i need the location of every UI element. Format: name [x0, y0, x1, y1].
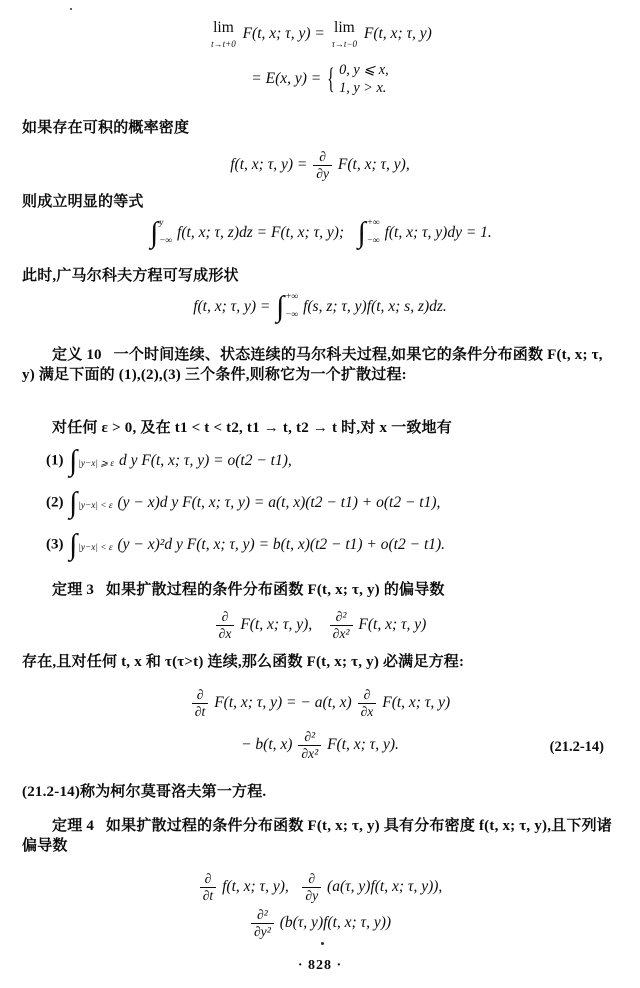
eq1-part-a: F(t, x; τ, y) = [242, 25, 325, 43]
condition-1-body: d y F(t, x; τ, y) = o(t2 − t1), [118, 451, 292, 469]
condition-2-number: (2) [46, 494, 64, 511]
theorem-3 [0, 580, 640, 600]
condition-2-body: (y − x)d y F(t, x; τ, y) = a(t, x)(t2 − t1) + o(t2 − t1), [117, 493, 441, 511]
eq5-lhs: f(t, x; τ, y) = [193, 297, 271, 315]
equation-kolmogorov-first-line2 [0, 730, 640, 762]
equation-kolmogorov-first-line1 [0, 688, 640, 720]
thm3-d2-tail: F(t, x; τ, y) [358, 616, 427, 634]
equation-theorem4-derivatives-line2 [0, 908, 640, 940]
case-1: { 0, y ⩽ x, [339, 62, 389, 78]
definition-10 [0, 345, 640, 386]
integral-sign-1: ∫ y −∞ [150, 217, 173, 249]
partial-x-first: $\frac{\partial}{\partial x}$ [216, 610, 235, 642]
eq3-rhs: F(t, x; τ, y), [337, 156, 410, 174]
paragraph-obvious-identity: 则成立明显的等式 [22, 194, 144, 210]
case-2: 1, y > x. [339, 79, 387, 96]
eq3-lhs: f(t, x; τ, y) = [230, 156, 308, 174]
eq8-part-b: (a(τ, y)f(t, x; τ, y)), [327, 878, 443, 896]
integral-sign-cond3: ∫ |y−x| < ε [69, 529, 113, 561]
equation-theorem4-derivatives-line1 [0, 872, 640, 904]
theorem-4 [0, 816, 640, 857]
equation-density-definition [0, 150, 640, 182]
condition-3-number: (3) [46, 536, 64, 553]
eq2-lhs: = E(x, y) = [251, 70, 322, 88]
partial-derivative-y: $\frac{\partial}{\partial y}$ [313, 150, 332, 182]
equation-limit-pair [0, 18, 640, 51]
equation-number: (21.2-14) [549, 739, 604, 755]
eq4-part-b: f(t, x; τ, y)dy = 1. [384, 223, 492, 241]
eq4-part-a: f(t, x; τ, z)dz = F(t, x; τ, y); [177, 223, 345, 241]
eq7-part-a: − b(t, x) [241, 736, 293, 754]
condition-1-number: (1) [46, 452, 64, 469]
theorem-3-text: 如果扩散过程的条件分布函数 F(t, x; τ, y) 的偏导数 [105, 582, 445, 598]
eq5-rhs: f(s, z; τ, y)f(t, x; s, z)dz. [303, 297, 447, 315]
lim-operator-right: lim τ→t−0 [331, 19, 357, 49]
equation-step-function [0, 62, 640, 98]
eq1-part-b: F(t, x; τ, y) [363, 25, 432, 43]
definition-10-text: 一个时间连续、状态连续的马尔科夫过程,如果它的条件分布函数 F(t, x; τ, y) 满足下面的 (1),(2),(3) 三个条件,则称它为一个扩散过程: [22, 347, 603, 384]
cases-brace [327, 62, 389, 98]
equation-chapman-kolmogorov [0, 291, 640, 323]
eq7-part-b: F(t, x; τ, y). [327, 736, 399, 754]
condition-1 [0, 445, 640, 477]
paragraph-conditions-intro: 对任何 ε > 0, 及在 t1 < t < t2, t1 → t, t2 → t 时,对 x 一致地有 [52, 420, 452, 436]
equation-partial-derivatives [0, 610, 640, 642]
paragraph-kolmogorov-first-name: (21.2-14)称为柯尔莫哥洛夫第一方程. [22, 784, 267, 800]
paragraph-density-exists: 如果存在可积的概率密度 [22, 120, 190, 136]
paragraph-markov-equation-form: 此时,广马尔科夫方程可写成形状 [22, 268, 239, 284]
partial-x-squared: $\frac{\text{∂²}}{\text{∂x²}}$ [298, 730, 321, 762]
integral-sign-3: ∫ +∞ −∞ [276, 291, 299, 323]
equation-integral-identities [0, 217, 640, 249]
scan-speck [321, 942, 324, 945]
integral-sign-cond1: ∫ |y−x| ⩾ ε [69, 445, 115, 477]
theorem-3-label: 定理 3 [52, 582, 95, 598]
eq6-part-b: F(t, x; τ, y) [382, 694, 451, 712]
paragraph-continuity-condition: 存在,且对任何 t, x 和 τ(τ>t) 连续,那么函数 F(t, x; τ, y) 必满足方程: [22, 654, 465, 670]
theorem-4-text: 如果扩散过程的条件分布函数 F(t, x; τ, y) 具有分布密度 f(t, x; τ, y),且下列诸偏导数 [22, 818, 612, 855]
eq9-body: (b(τ, y)f(t, x; τ, y)) [279, 914, 392, 932]
definition-10-label: 定义 10 [52, 347, 102, 363]
eq8-part-a: f(t, x; τ, y), [222, 878, 289, 896]
lim-operator-left: lim t→t+0 [211, 19, 236, 49]
partial-t-density: $\frac{\partial}{\partial t}$ [200, 872, 217, 904]
scan-speck [70, 8, 72, 10]
partial-x-second: $\frac{\text{∂²}}{\text{∂x²}}$ [330, 610, 353, 642]
condition-2 [0, 487, 640, 519]
condition-3-body: (y − x)²d y F(t, x; τ, y) = b(t, x)(t2 − t1) + o(t2 − t1). [117, 535, 446, 553]
partial-y-squared: $\frac{\text{∂²}}{\text{∂y²}}$ [251, 908, 274, 940]
page-number: · 828 · [297, 958, 343, 973]
partial-t: $\frac{\partial}{\partial t}$ [192, 688, 209, 720]
integral-sign-2: ∫ +∞ −∞ [357, 217, 380, 249]
integral-sign-cond2: ∫ |y−x| < ε [69, 487, 113, 519]
eq6-part-a: F(t, x; τ, y) = − a(t, x) [214, 694, 352, 712]
thm3-d1-tail: F(t, x; τ, y), [240, 616, 313, 634]
theorem-4-label: 定理 4 [52, 818, 95, 834]
condition-3 [0, 529, 640, 561]
partial-x: $\frac{\partial}{\partial x}$ [358, 688, 377, 720]
partial-y-density: $\frac{\partial}{\partial y}$ [302, 872, 321, 904]
